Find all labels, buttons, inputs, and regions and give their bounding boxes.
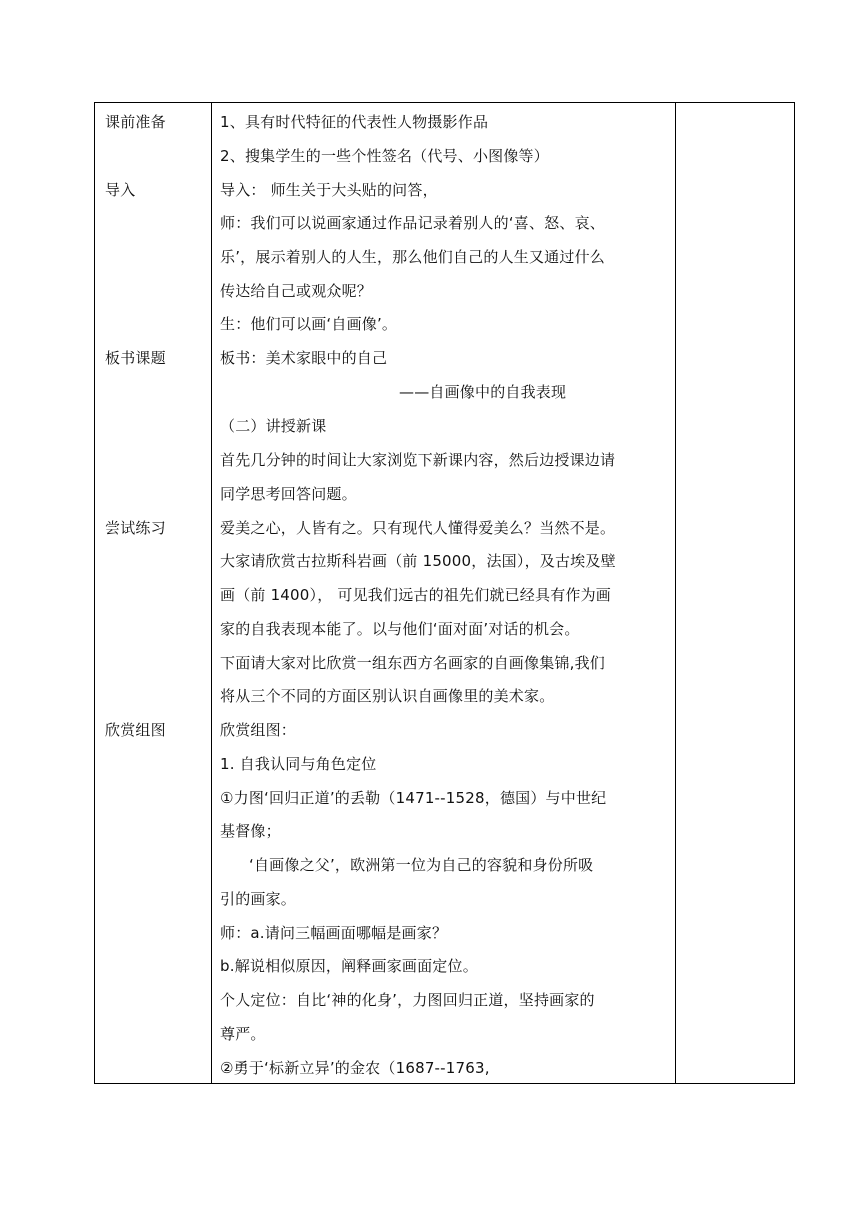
content-line: 将从三个不同的方面区别认识自画像里的美术家。 [220, 687, 555, 705]
content-line-subtitle: ——自画像中的自我表现 [399, 383, 567, 401]
label-intro: 导入 [105, 181, 136, 199]
label-prep: 课前准备 [105, 113, 166, 131]
content-line: 生：他们可以画‘自画像’。 [220, 315, 398, 333]
content-line: 引的画家。 [220, 890, 297, 908]
content-column [212, 103, 675, 1083]
content-line: 基督像； [220, 822, 281, 840]
content-line: 首先几分钟的时间让大家浏览下新课内容，然后边授课边请 [220, 451, 616, 469]
content-line: 师：我们可以说画家通过作品记录着别人的‘喜、怒、哀、 [220, 214, 605, 232]
content-line: 师：a.请问三幅画面哪幅是画家？ [220, 924, 448, 942]
content-line-indented: ‘自画像之父’，欧洲第一位为自己的容貌和身份所吸 [249, 856, 594, 874]
content-line: （二）讲授新课 [220, 417, 327, 435]
content-line: 乐’，展示着别人的人生，那么他们自己的人生又通过什么 [220, 248, 605, 266]
content-line: 尊严。 [220, 1025, 266, 1043]
content-line: 1. 自我认同与角色定位 [220, 755, 377, 773]
content-line: 画（前 1400）， 可见我们远古的祖先们就已经具有作为画 [220, 586, 612, 604]
content-line: 板书：美术家眼中的自己 [220, 349, 388, 367]
content-line: 个人定位：自比‘神的化身’，力图回归正道，坚持画家的 [220, 991, 595, 1009]
content-line: 家的自我表现本能了。以与他们‘面对面’对话的机会。 [220, 620, 580, 638]
content-line: b.解说相似原因，阐释画家画面定位。 [220, 957, 478, 975]
content-line: 大家请欣赏古拉斯科岩画（前 15000，法国），及古埃及壁 [220, 552, 616, 570]
label-board: 板书课题 [105, 349, 166, 367]
content-line: 1、具有时代特征的代表性人物摄影作品 [220, 113, 489, 131]
notes-column [676, 103, 794, 1083]
content-line: ②勇于‘标新立异’的金农（1687--1763, [220, 1059, 490, 1077]
label-practice: 尝试练习 [105, 519, 166, 537]
content-line: 导入： 师生关于大头贴的问答， [220, 181, 438, 199]
content-line: 下面请大家对比欣赏一组东西方名画家的自画像集锦,我们 [220, 654, 605, 672]
content-line: 2、搜集学生的一些个性签名（代号、小图像等） [220, 147, 549, 165]
content-line: 传达给自己或观众呢？ [220, 282, 373, 300]
content-line: 欣赏组图： [220, 721, 297, 739]
label-appreciate: 欣赏组图 [105, 721, 166, 739]
section-label-column [95, 103, 211, 1083]
lesson-plan-table [94, 102, 795, 1084]
content-line: 同学思考回答问题。 [220, 485, 357, 503]
content-line: ①力图‘回归正道’的丢勒（1471--1528，德国）与中世纪 [220, 789, 607, 807]
content-line: 爱美之心，人皆有之。只有现代人懂得爱美么？当然不是。 [220, 519, 616, 537]
